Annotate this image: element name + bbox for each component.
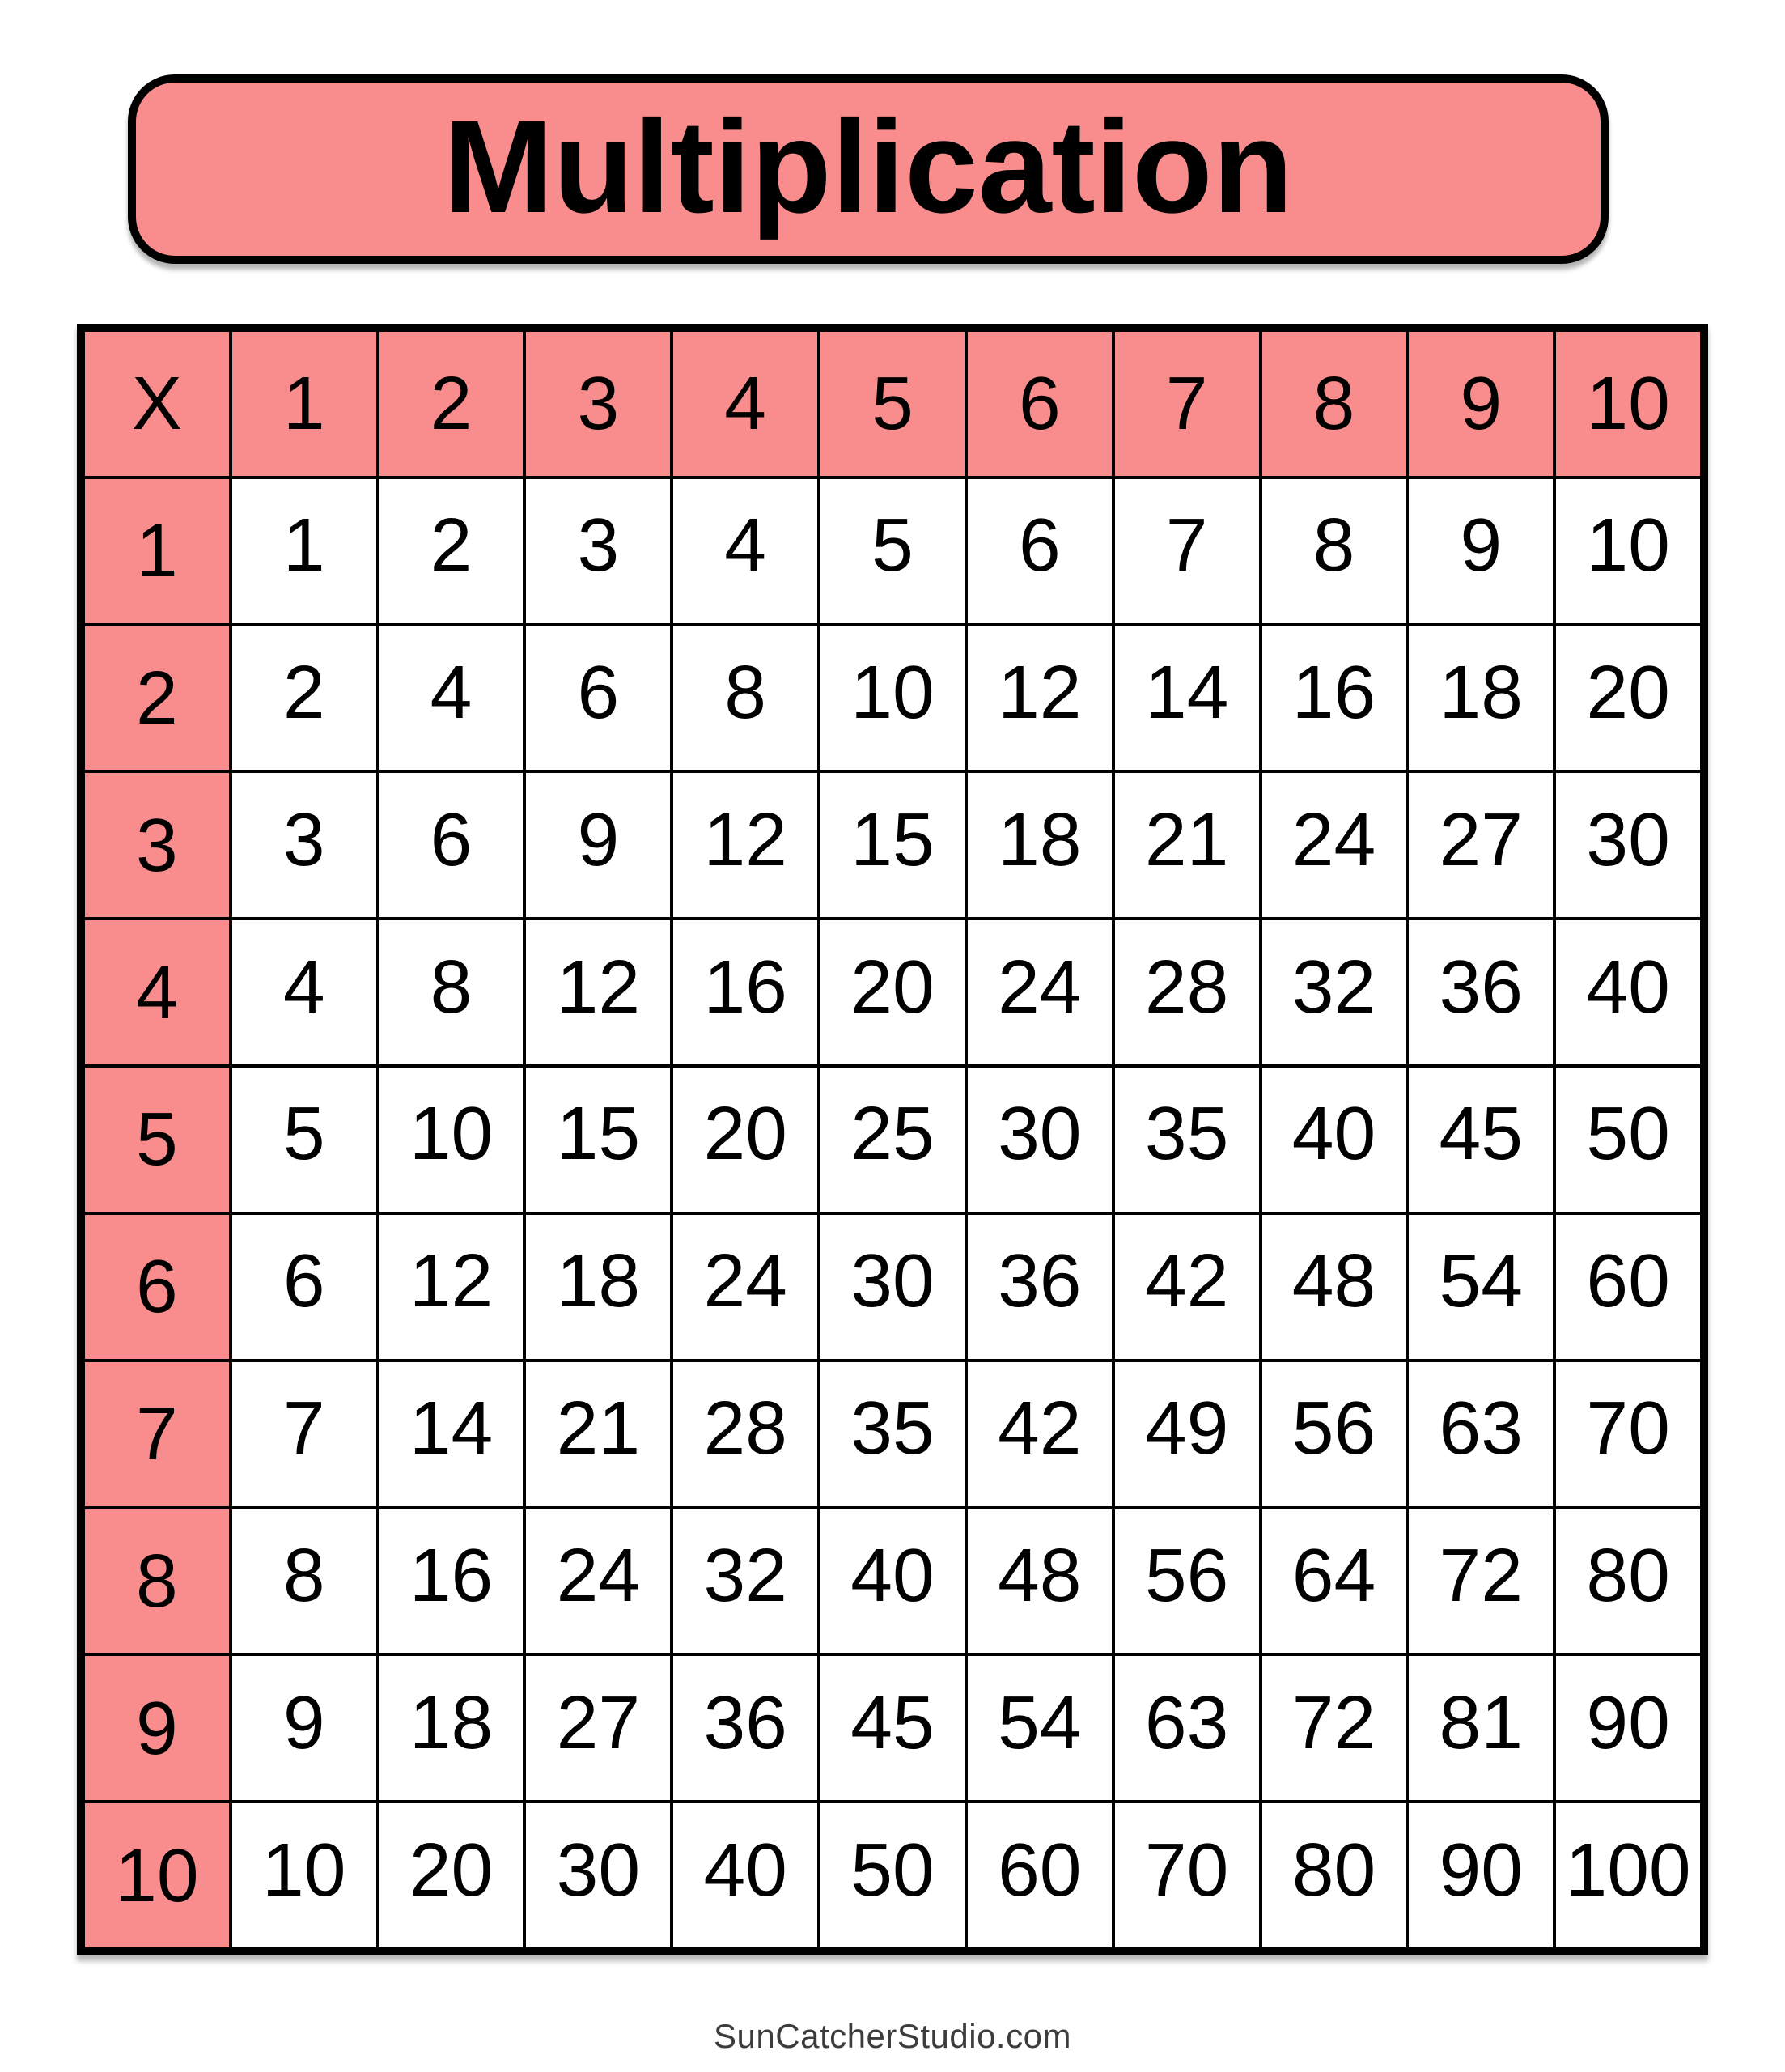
product-cell: 72 (1407, 1508, 1554, 1655)
row-header-cell: 3 (83, 771, 231, 919)
product-cell: 72 (1261, 1654, 1408, 1802)
product-cell: 80 (1261, 1802, 1408, 1949)
product-cell: 6 (231, 1213, 378, 1361)
product-cell: 36 (672, 1654, 819, 1802)
product-cell: 4 (231, 919, 378, 1066)
row-header-cell: 10 (83, 1802, 231, 1949)
product-cell: 28 (1113, 919, 1261, 1066)
product-cell: 27 (524, 1654, 672, 1802)
product-cell: 3 (231, 771, 378, 919)
row-header-cell: 8 (83, 1508, 231, 1655)
product-cell: 30 (524, 1802, 672, 1949)
product-cell: 63 (1407, 1361, 1554, 1508)
product-cell: 90 (1554, 1654, 1702, 1802)
product-cell: 48 (966, 1508, 1113, 1655)
product-cell: 4 (672, 478, 819, 625)
product-cell: 54 (1407, 1213, 1554, 1361)
product-cell: 2 (378, 478, 525, 625)
product-cell: 64 (1261, 1508, 1408, 1655)
product-cell: 35 (1113, 1066, 1261, 1213)
product-cell: 32 (1261, 919, 1408, 1066)
product-cell: 36 (966, 1213, 1113, 1361)
product-cell: 20 (819, 919, 966, 1066)
product-cell: 7 (1113, 478, 1261, 625)
column-header-cell: 1 (231, 330, 378, 478)
product-cell: 9 (231, 1654, 378, 1802)
column-header-cell: 2 (378, 330, 525, 478)
product-cell: 18 (1407, 625, 1554, 772)
product-cell: 81 (1407, 1654, 1554, 1802)
product-cell: 50 (819, 1802, 966, 1949)
multiplication-grid (77, 324, 1708, 1955)
product-cell: 60 (1554, 1213, 1702, 1361)
row-header-cell: 4 (83, 919, 231, 1066)
product-cell: 70 (1554, 1361, 1702, 1508)
product-cell: 10 (378, 1066, 525, 1213)
product-cell: 15 (819, 771, 966, 919)
product-cell: 70 (1113, 1802, 1261, 1949)
product-cell: 9 (1407, 478, 1554, 625)
product-cell: 18 (966, 771, 1113, 919)
product-cell: 16 (378, 1508, 525, 1655)
product-cell: 24 (524, 1508, 672, 1655)
column-header-cell: 3 (524, 330, 672, 478)
product-cell: 100 (1554, 1802, 1702, 1949)
row-header-cell: 2 (83, 625, 231, 772)
product-cell: 30 (1554, 771, 1702, 919)
product-cell: 56 (1113, 1508, 1261, 1655)
product-cell: 10 (1554, 478, 1702, 625)
product-cell: 3 (524, 478, 672, 625)
product-cell: 40 (672, 1802, 819, 1949)
product-cell: 42 (1113, 1213, 1261, 1361)
product-cell: 21 (1113, 771, 1261, 919)
row-header-cell: 9 (83, 1654, 231, 1802)
product-cell: 20 (672, 1066, 819, 1213)
footer-credit: SunCatcherStudio.com (714, 2017, 1071, 2055)
product-cell: 30 (966, 1066, 1113, 1213)
product-cell: 18 (524, 1213, 672, 1361)
product-cell: 4 (378, 625, 525, 772)
product-cell: 63 (1113, 1654, 1261, 1802)
product-cell: 40 (1554, 919, 1702, 1066)
column-header-cell: 4 (672, 330, 819, 478)
product-cell: 32 (672, 1508, 819, 1655)
product-cell: 18 (378, 1654, 525, 1802)
product-cell: 5 (819, 478, 966, 625)
product-cell: 5 (231, 1066, 378, 1213)
product-cell: 14 (1113, 625, 1261, 772)
product-cell: 45 (1407, 1066, 1554, 1213)
product-cell: 60 (966, 1802, 1113, 1949)
product-cell: 45 (819, 1654, 966, 1802)
product-cell: 12 (672, 771, 819, 919)
product-cell: 90 (1407, 1802, 1554, 1949)
product-cell: 24 (672, 1213, 819, 1361)
product-cell: 16 (1261, 625, 1408, 772)
corner-cell: X (83, 330, 231, 478)
product-cell: 50 (1554, 1066, 1702, 1213)
product-cell: 16 (672, 919, 819, 1066)
product-cell: 40 (819, 1508, 966, 1655)
row-header-cell: 6 (83, 1213, 231, 1361)
product-cell: 36 (1407, 919, 1554, 1066)
product-cell: 7 (231, 1361, 378, 1508)
product-cell: 20 (378, 1802, 525, 1949)
product-cell: 48 (1261, 1213, 1408, 1361)
product-cell: 8 (231, 1508, 378, 1655)
product-cell: 80 (1554, 1508, 1702, 1655)
product-cell: 10 (819, 625, 966, 772)
product-cell: 6 (524, 625, 672, 772)
product-cell: 6 (378, 771, 525, 919)
row-header-cell: 1 (83, 478, 231, 625)
column-header-cell: 5 (819, 330, 966, 478)
product-cell: 6 (966, 478, 1113, 625)
product-cell: 27 (1407, 771, 1554, 919)
column-header-cell: 10 (1554, 330, 1702, 478)
row-header-cell: 7 (83, 1361, 231, 1508)
row-header-cell: 5 (83, 1066, 231, 1213)
product-cell: 21 (524, 1361, 672, 1508)
page-title: Multiplication (443, 91, 1294, 240)
product-cell: 25 (819, 1066, 966, 1213)
product-cell: 15 (524, 1066, 672, 1213)
product-cell: 10 (231, 1802, 378, 1949)
product-cell: 49 (1113, 1361, 1261, 1508)
product-cell: 14 (378, 1361, 525, 1508)
product-cell: 28 (672, 1361, 819, 1508)
product-cell: 12 (378, 1213, 525, 1361)
title-banner (128, 74, 1609, 264)
product-cell: 8 (1261, 478, 1408, 625)
product-cell: 30 (819, 1213, 966, 1361)
product-cell: 12 (966, 625, 1113, 772)
product-cell: 20 (1554, 625, 1702, 772)
product-cell: 12 (524, 919, 672, 1066)
product-cell: 24 (1261, 771, 1408, 919)
product-cell: 56 (1261, 1361, 1408, 1508)
product-cell: 35 (819, 1361, 966, 1508)
product-cell: 9 (524, 771, 672, 919)
product-cell: 54 (966, 1654, 1113, 1802)
product-cell: 24 (966, 919, 1113, 1066)
product-cell: 42 (966, 1361, 1113, 1508)
column-header-cell: 9 (1407, 330, 1554, 478)
column-header-cell: 6 (966, 330, 1113, 478)
product-cell: 1 (231, 478, 378, 625)
product-cell: 2 (231, 625, 378, 772)
product-cell: 8 (378, 919, 525, 1066)
product-cell: 40 (1261, 1066, 1408, 1213)
column-header-cell: 8 (1261, 330, 1408, 478)
column-header-cell: 7 (1113, 330, 1261, 478)
product-cell: 8 (672, 625, 819, 772)
